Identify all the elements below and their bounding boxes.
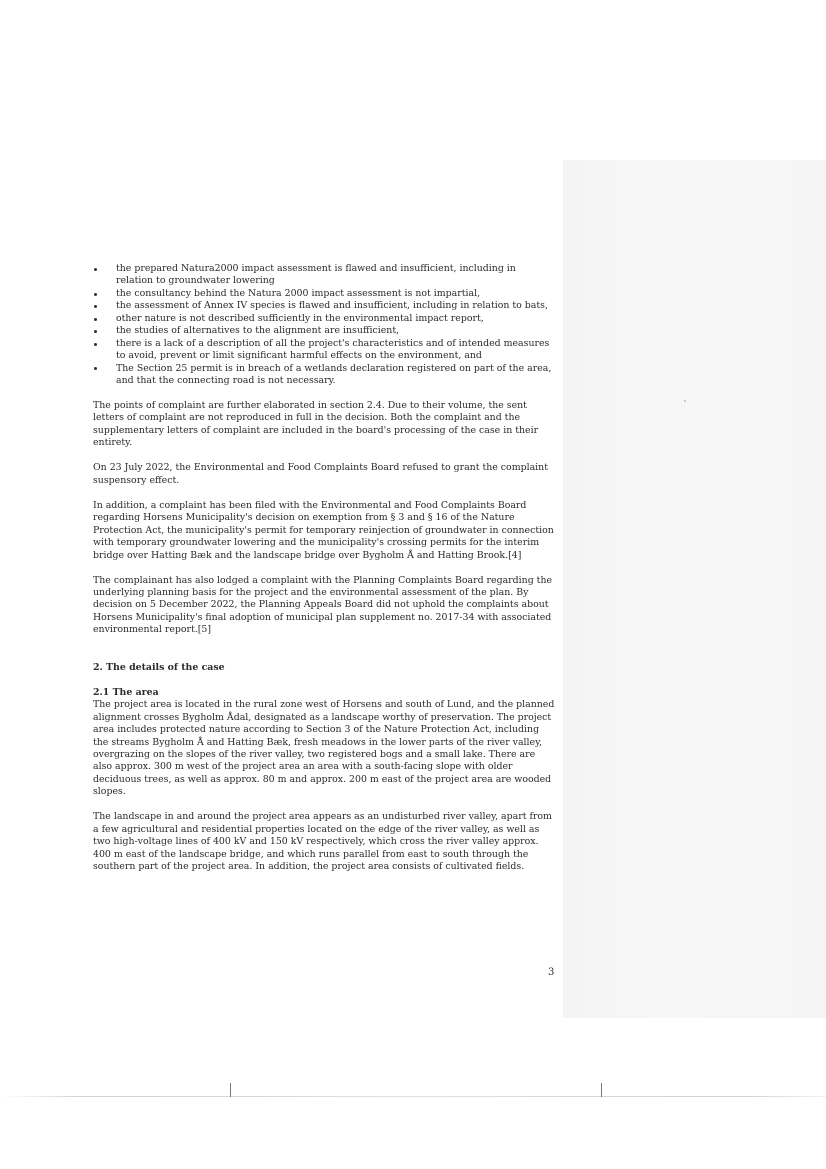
list-item: the studies of alternatives to the alignment are insufficient, <box>93 325 555 337</box>
list-item: the assessment of Annex IV species is flawed and insufficient, including in relation to bats, <box>93 300 555 312</box>
scan-speck <box>684 400 686 402</box>
scan-shade <box>563 160 826 1018</box>
list-item: other nature is not described sufficiently in the environmental impact report, <box>93 313 555 325</box>
scan-fold-line <box>0 1096 826 1097</box>
paragraph-area-description: The project area is located in the rural zone west of Horsens and south of Lund, and the planned alignment crosses Bygholm Ådal, designated as a landscape worthy of preservation. The project area includes protected nature according to Section 3 of the Nature Protection Act, including the streams Bygholm Å and Hatting Bæk, fresh meadows in the lower parts of the river valley, overgrazing on the slopes of the river valley, two registered bogs and a small lake. There are also approx. 300 m west of the project area an area with a south-facing slope with older deciduous trees, as well as approx. 80 m and approx. 200 m east of the project area are wooded slopes. <box>93 699 555 798</box>
subsection-heading: 2.1 The area <box>93 686 159 698</box>
paragraph-landscape: The landscape in and around the project area appears as an undisturbed river valley, apart from a few agricultural and residential properties located on the edge of the river valley, as well as two high-voltage lines of 400 kV and 150 kV respectively, which cross the river valley approx. 400 m east of the landscape bridge, and which runs parallel from east to south through the southern part of the project area. In addition, the project area consists of cultivated fields. <box>93 811 552 873</box>
complaint-points-list <box>93 263 555 388</box>
page-number: 3 <box>548 967 555 978</box>
paragraph-complaint-points: The points of complaint are further elaborated in section 2.4. Due to their volume, the sent letters of complaint are not reproduced in full in the decision. Both the complaint and the supplementary letters of complaint are included in the board's processing of the case in their entirety. <box>93 400 539 449</box>
paragraph-planning-complaint: The complainant has also lodged a complaint with the Planning Complaints Board regarding the underlying planning basis for the project and the environmental assessment of the plan. By decision on 5 December 2022, the Planning Appeals Board did not uphold the complaints about Horsens Municipality's final adoption of municipal plan supplement no. 2017-34 with associated environmental report.[5] <box>93 574 553 636</box>
list-item: the prepared Natura2000 impact assessment is flawed and insufficient, including in relation to groundwater lowering <box>93 263 555 288</box>
paragraph-suspensory-effect: On 23 July 2022, the Environmental and Food Complaints Board refused to grant the complaint suspensory effect. <box>93 462 548 486</box>
list-item: there is a lack of a description of all the project's characteristics and of intended measures to avoid, prevent or limit significant harmful effects on the environment, and <box>93 338 555 363</box>
list-item: the consultancy behind the Natura 2000 impact assessment is not impartial, <box>93 288 555 300</box>
scan-mark <box>601 1083 602 1097</box>
paragraph-additional-complaint: In addition, a complaint has been filed with the Environmental and Food Complaints Board regarding Horsens Municipality's decision on exemption from § 3 and § 16 of the Nature Protection Act, the municipality's permit for temporary reinjection of groundwater in connection with temporary groundwater lowering and the municipality's crossing permits for the interim bridge over Hatting Bæk and the landscape bridge over Bygholm Å and Hatting Brook.[4] <box>93 499 554 561</box>
scan-mark <box>230 1083 231 1097</box>
list-item: The Section 25 permit is in breach of a wetlands declaration registered on part of the area, and that the connecting road is not necessary. <box>93 363 555 388</box>
document-body <box>93 263 555 874</box>
section-heading: 2. The details of the case <box>93 661 225 673</box>
